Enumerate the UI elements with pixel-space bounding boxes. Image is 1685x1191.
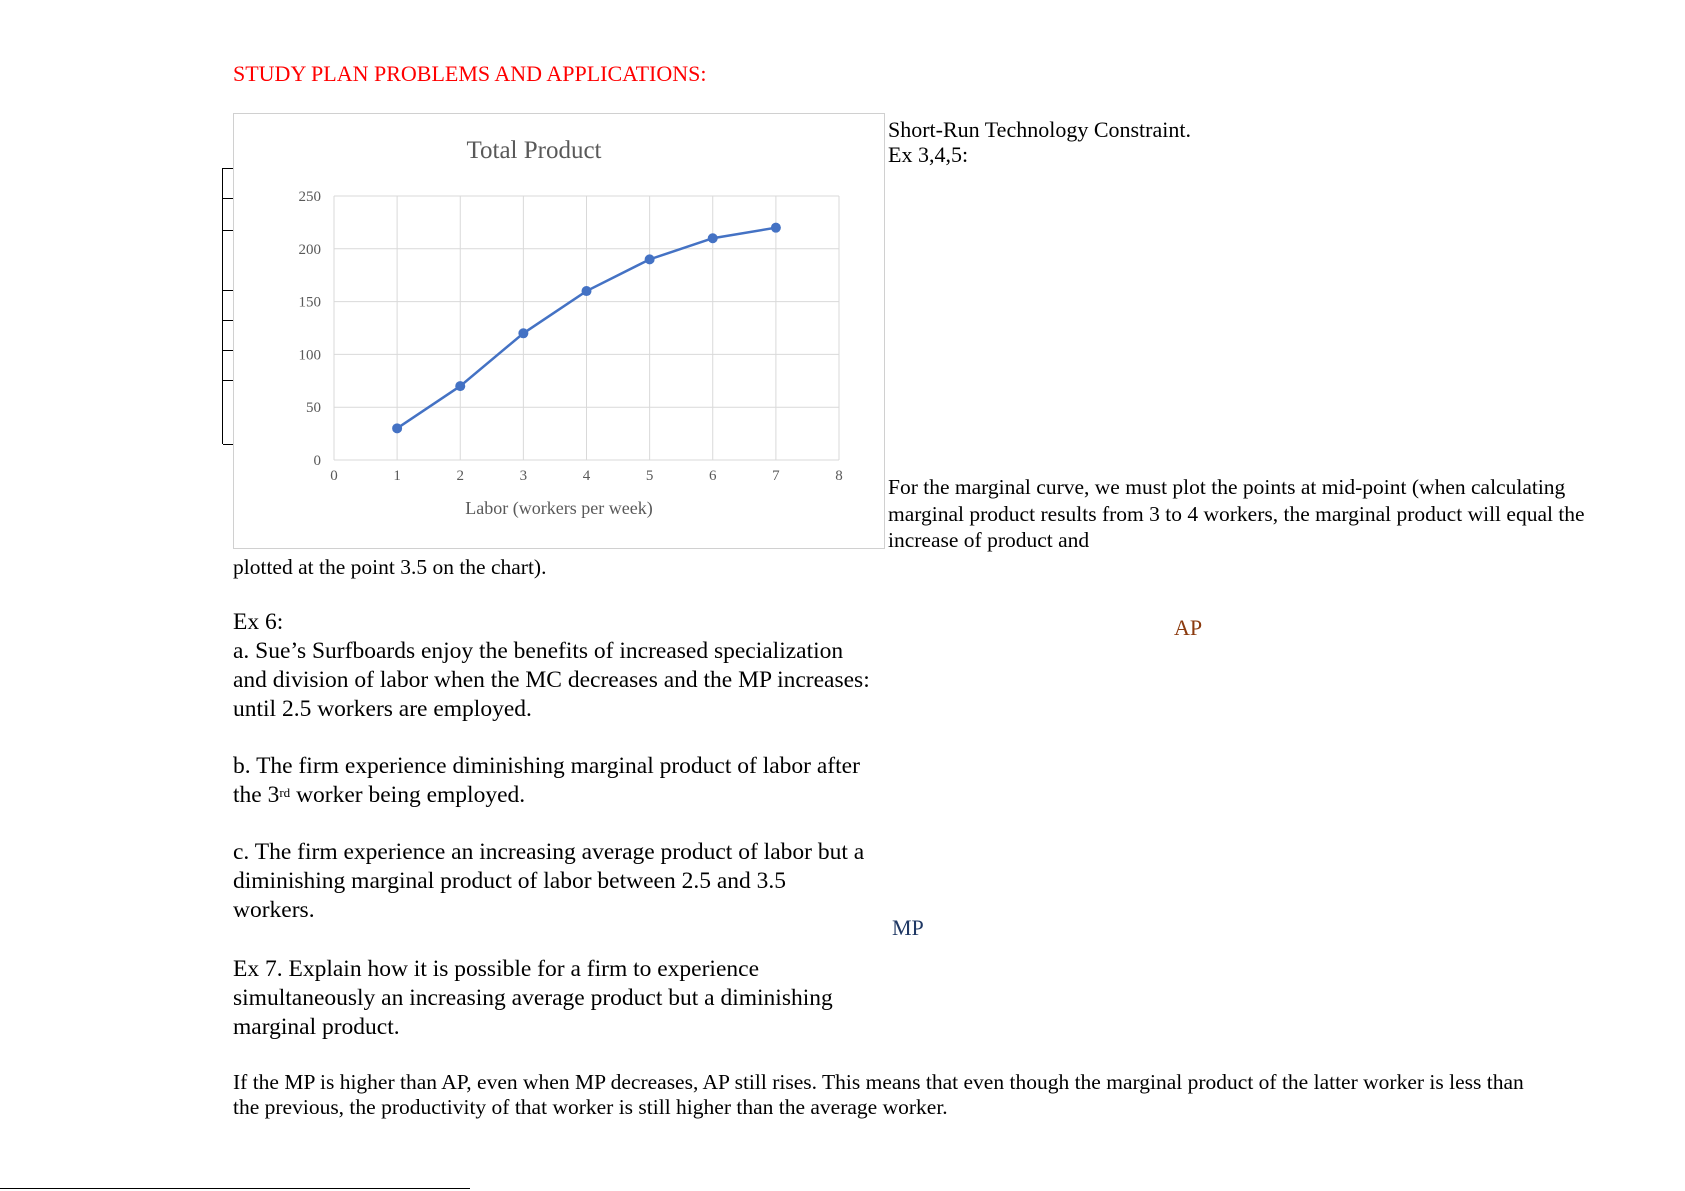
side-heading-line-1: Short-Run Technology Constraint. xyxy=(888,117,1191,142)
exercise-7-answer: If the MP is higher than AP, even when MP decreases, AP still rises. This means that even though the marginal product of the latter worker is less than the previous, the productivity of that worker is still higher than the average worker. xyxy=(233,1070,1524,1119)
chart-x-tick-label: 0 xyxy=(330,468,338,484)
total-product-data-point xyxy=(455,381,465,391)
exercise-6 xyxy=(233,608,873,925)
ex6-b-text: b. The firm experience diminishing marginal product of labor after the 3 xyxy=(233,753,860,808)
chart-y-tick-label: 200 xyxy=(298,241,321,258)
chart-canvas xyxy=(234,114,884,548)
total-product-data-point xyxy=(771,223,781,233)
page-heading: STUDY PLAN PROBLEMS AND APPLICATIONS: xyxy=(233,61,707,86)
total-product-data-point xyxy=(708,233,718,243)
chart-title: Total Product xyxy=(466,137,602,164)
ex6-b-superscript: rd xyxy=(279,785,291,800)
chart-x-axis-label: Labor (workers per week) xyxy=(465,498,653,518)
chart-y-tick-label: 150 xyxy=(298,294,321,311)
marginal-curve-paragraph: For the marginal curve, we must plot the points at mid-point (when calculating marginal product results from 3 to 4 workers, the marginal product will equal the increase of product and xyxy=(888,475,1585,552)
ex6-title: Ex 6: xyxy=(233,609,284,635)
paragraph-continuation: plotted at the point 3.5 on the chart). xyxy=(233,555,547,579)
total-product-data-point xyxy=(645,254,655,264)
chart-x-tick-label: 3 xyxy=(519,468,528,484)
ex6-b-text-end: worker being employed. xyxy=(290,782,526,808)
total-product-data-point xyxy=(582,286,592,296)
chart-x-tick-label: 8 xyxy=(835,468,843,484)
ex6-answer-a: a. Sue’s Surfboards enjoy the benefits of increased specialization and division of labor when the MC decreases and the MP increases: until 2.5 workers are employed. xyxy=(233,638,870,722)
side-heading xyxy=(888,117,1191,167)
chart-x-tick-label: 7 xyxy=(772,468,780,484)
ex6-answer-b xyxy=(233,752,873,810)
chart-y-tick-label: 50 xyxy=(306,400,321,417)
ap-curve-label: AP xyxy=(1174,615,1203,640)
chart-x-tick-label: 2 xyxy=(456,468,464,484)
mp-curve-label: MP xyxy=(892,915,924,940)
chart-y-tick-label: 100 xyxy=(298,347,321,364)
total-product-chart xyxy=(233,113,885,549)
chart-y-tick-label: 250 xyxy=(298,189,321,205)
total-product-data-point xyxy=(392,423,402,433)
total-product-data-point xyxy=(518,328,528,338)
exercise-7-question: Ex 7. Explain how it is possible for a firm to experience simultaneously an increasing average product but a diminishing marginal product. xyxy=(233,956,833,1040)
chart-x-tick-label: 6 xyxy=(709,468,717,484)
chart-x-tick-label: 1 xyxy=(393,468,401,484)
ex6-answer-c: c. The firm experience an increasing average product of labor but a diminishing marginal product of labor between 2.5 and 3.5 workers. xyxy=(233,839,865,923)
side-heading-line-2: Ex 3,4,5: xyxy=(888,142,969,167)
chart-y-tick-label: 0 xyxy=(313,453,321,469)
chart-x-tick-label: 4 xyxy=(582,468,591,484)
footer-rule xyxy=(0,1188,470,1189)
chart-x-tick-label: 5 xyxy=(645,468,654,484)
